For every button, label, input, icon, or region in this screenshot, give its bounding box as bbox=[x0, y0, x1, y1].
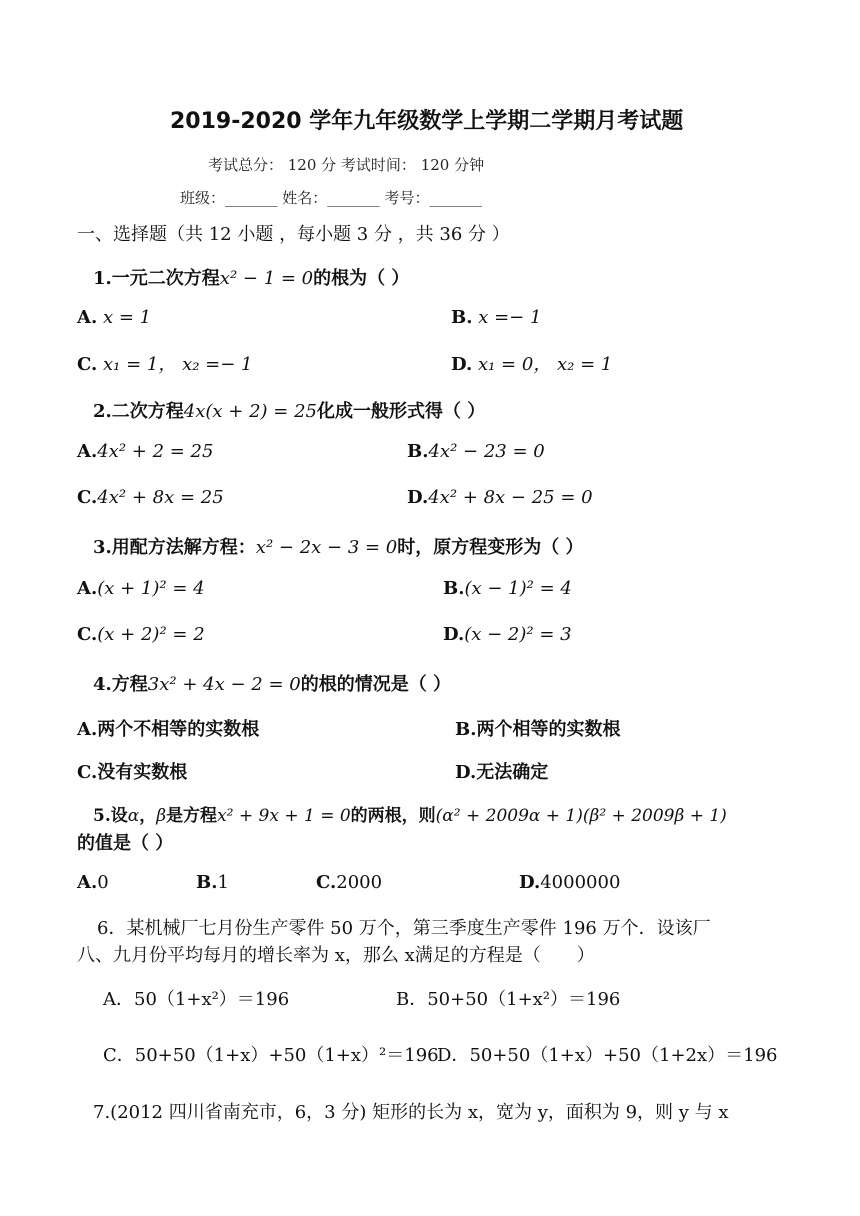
section-heading: 一、选择题（共 12 小题 ，每小题 3 分 ，共 36 分 ） bbox=[77, 224, 510, 245]
question-6-option-d[interactable]: D．50+50（1+x）+50（1+2x）＝196 bbox=[437, 1045, 778, 1066]
question-6-stem-line2: 八、九月份平均每月的增长率为 x，那么 x满足的方程是（ ） bbox=[77, 945, 595, 966]
question-1-option-c[interactable]: C. x₁ = 1， x₂ =− 1 bbox=[77, 354, 253, 375]
question-3-option-a[interactable]: A.(x + 1)² = 4 bbox=[77, 578, 205, 599]
question-1-stem bbox=[93, 264, 409, 290]
question-4-option-c[interactable]: C.没有实数根 bbox=[77, 762, 188, 783]
question-5-stem: 5.设α，β是方程x² + 9x + 1 = 0的两根，则(α² + 2009α + 1)(β² + 2009β + 1) bbox=[93, 806, 727, 826]
question-1-option-d[interactable]: D. x₁ = 0， x₂ = 1 bbox=[451, 354, 613, 375]
question-6-option-c[interactable]: C．50+50（1+x）+50（1+x）²＝196 bbox=[103, 1045, 439, 1066]
question-4-option-b[interactable]: B.两个相等的实数根 bbox=[455, 719, 621, 740]
page-title: 2019-2020 学年九年级数学上学期二学期月考试题 bbox=[170, 109, 684, 134]
question-1-suffix: 的根为（ ） bbox=[313, 268, 410, 289]
question-7-stem: 7.(2012 四川省南充市，6，3 分) 矩形的长为 x，宽为 y，面积为 9，则 y 与 x bbox=[93, 1102, 729, 1123]
question-4-option-d[interactable]: D.无法确定 bbox=[455, 762, 549, 783]
question-6-stem: 6．某机械厂七月份生产零件 50 万个，第三季度生产零件 196 万个．设该厂 bbox=[97, 918, 711, 939]
question-1-prefix: 1.一元二次方程 bbox=[93, 268, 220, 289]
question-3-option-b[interactable]: B.(x − 1)² = 4 bbox=[443, 578, 572, 599]
question-2-option-a[interactable]: A.4x² + 2 = 25 bbox=[77, 441, 214, 462]
question-2-option-d[interactable]: D.4x² + 8x − 25 = 0 bbox=[407, 487, 593, 508]
question-3-option-c[interactable]: C.(x + 2)² = 2 bbox=[77, 624, 205, 645]
question-3-option-d[interactable]: D.(x − 2)² = 3 bbox=[443, 624, 572, 645]
exam-info: 考试总分： 120 分 考试时间： 120 分钟 bbox=[208, 156, 485, 174]
question-5-option-a[interactable]: A.0 bbox=[77, 872, 109, 893]
question-5-option-b[interactable]: B.1 bbox=[196, 872, 229, 893]
question-2-option-b[interactable]: B.4x² − 23 = 0 bbox=[407, 441, 545, 462]
question-6-option-b[interactable]: B．50+50（1+x²）＝196 bbox=[396, 989, 621, 1010]
question-5-option-c[interactable]: C.2000 bbox=[316, 872, 383, 893]
question-6-option-a[interactable]: A．50（1+x²）＝196 bbox=[103, 989, 290, 1010]
question-1-option-a[interactable]: A. x = 1 bbox=[77, 307, 152, 328]
question-3-stem: 3.用配方法解方程：x² − 2x − 3 = 0时，原方程变形为（ ） bbox=[93, 537, 584, 558]
question-2-stem: 2.二次方程4x(x + 2) = 25化成一般形式得（ ） bbox=[93, 401, 486, 422]
question-4-option-a[interactable]: A.两个不相等的实数根 bbox=[77, 719, 260, 740]
question-5-stem-line2: 的值是（ ） bbox=[77, 833, 174, 854]
question-2-option-c[interactable]: C.4x² + 8x = 25 bbox=[77, 487, 224, 508]
question-1-option-b[interactable]: B. x =− 1 bbox=[451, 307, 542, 328]
student-info: 班级：_______ 姓名：_______ 考号：_______ bbox=[180, 189, 483, 207]
question-5-option-d[interactable]: D.4000000 bbox=[519, 872, 621, 893]
question-1-math: x² − 1 = 0 bbox=[219, 268, 314, 289]
question-4-stem: 4.方程3x² + 4x − 2 = 0的根的情况是（ ） bbox=[93, 674, 451, 695]
